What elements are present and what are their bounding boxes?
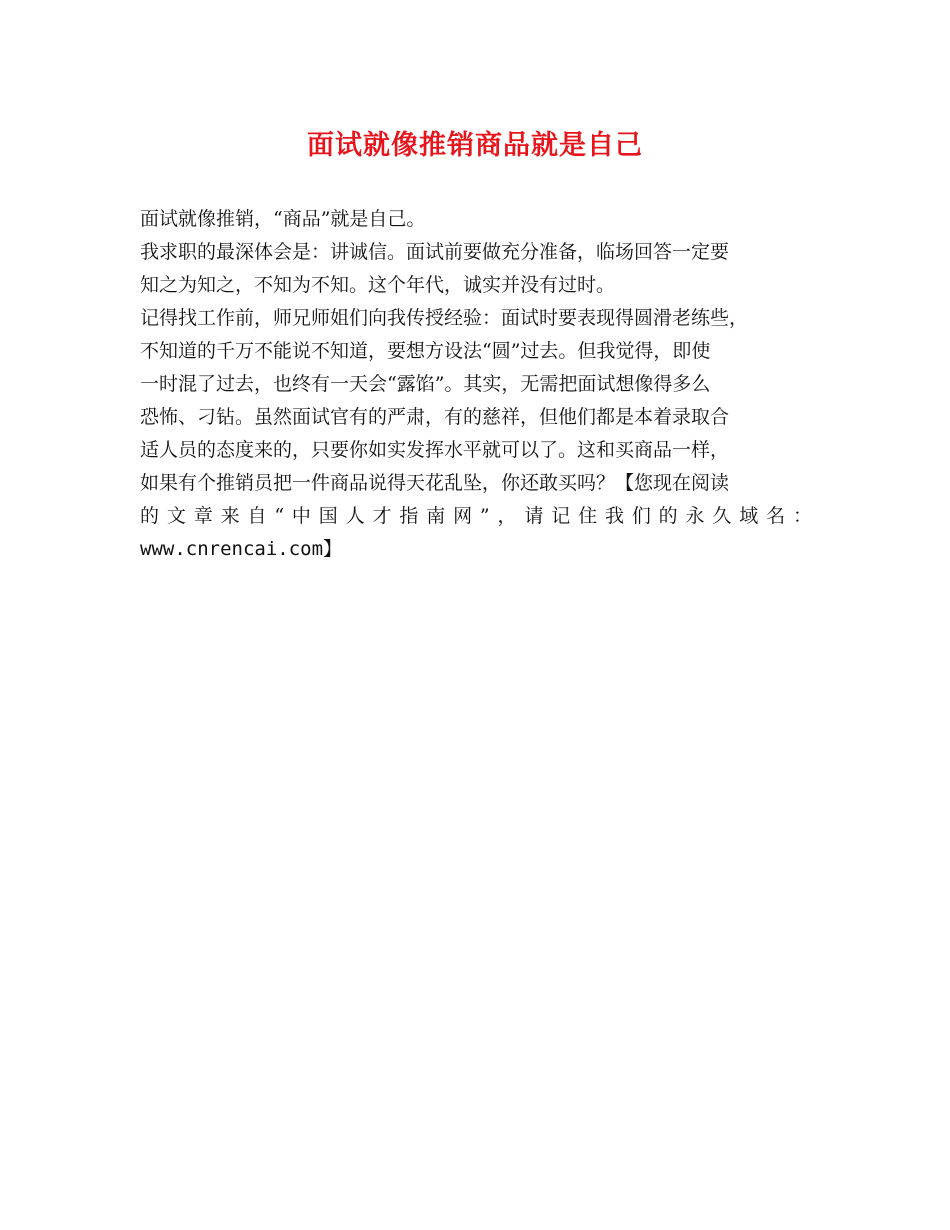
body-line: 不知道的千万不能说不知道，要想方设法“圆”过去。但我觉得，即使 <box>140 340 711 362</box>
body-line: 的文章来自“中国人才指南网”，请记住我们的永久域名： <box>140 505 812 527</box>
body-line: 恐怖、刁钻。虽然面试官有的严肃，有的慈祥，但他们都是本着录取合 <box>140 406 730 428</box>
website-line: www.cnrencai.com】 <box>140 538 343 560</box>
document-title: 面试就像推销商品就是自己 <box>307 130 643 161</box>
body-line: 我求职的最深体会是：讲诚信。面试前要做充分准备，临场回答一定要 <box>140 241 730 263</box>
body-line: 一时混了过去，也终有一天会“露馅”。其实，无需把面试想像得多么 <box>140 373 711 395</box>
body-line: 记得找工作前，师兄师姐们向我传授经验：面试时要表现得圆滑老练些， <box>140 307 749 329</box>
body-line: 面试就像推销，“商品”就是自己。 <box>140 208 426 230</box>
document-body <box>140 203 812 566</box>
body-line: 如果有个推销员把一件商品说得天花乱坠，你还敢买吗？【您现在阅读 <box>140 472 730 494</box>
body-line: 适人员的态度来的，只要你如实发挥水平就可以了。这和买商品一样， <box>140 439 730 461</box>
body-line: 知之为知之，不知为不知。这个年代，诚实并没有过时。 <box>140 274 616 296</box>
